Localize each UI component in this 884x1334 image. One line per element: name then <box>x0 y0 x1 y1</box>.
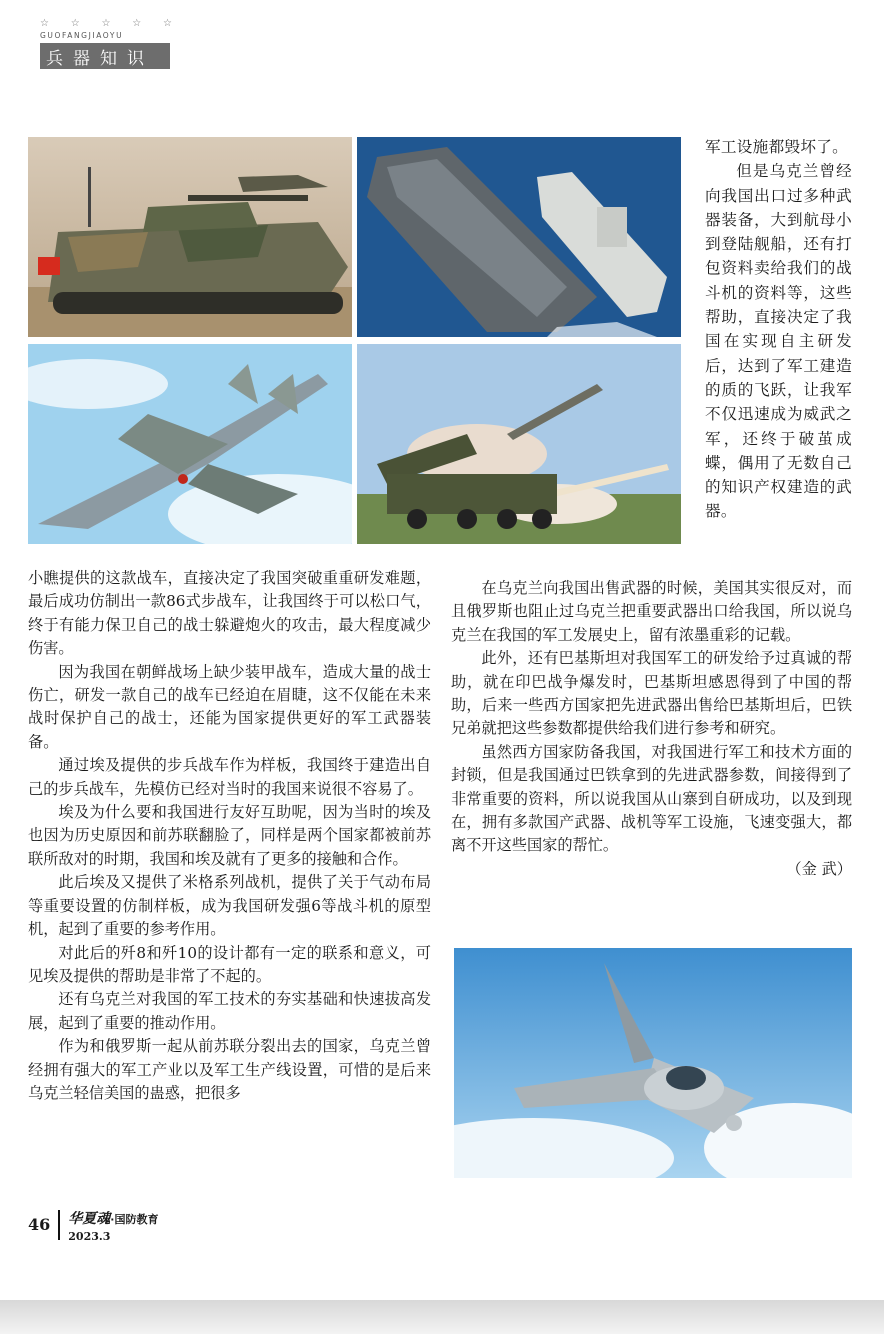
magazine-column: ·国防教育 <box>110 1213 159 1226</box>
paragraph: 埃及为什么要和我国进行友好互助呢，因为当时的埃及也因为历史原因和前苏联翻脸了，同样是两个国家都被前苏联所敌对的时期，我国和埃及就有了更多的接触和合作。 <box>28 803 431 868</box>
right-column <box>451 577 852 881</box>
star-icon: ☆ <box>163 18 172 29</box>
footer-divider <box>58 1210 60 1240</box>
right-top-column <box>705 135 852 524</box>
issue-date: 2023.3 <box>68 1230 111 1243</box>
ifv-photo <box>28 137 352 337</box>
j10-fighter-photo <box>454 948 852 1178</box>
mig-fighter-photo <box>28 344 352 544</box>
paragraph: 在乌克兰向我国出售武器的时候，美国其实很反对，而且俄罗斯也阻止过乌克兰把重要武器出口给我国，所以说乌克兰在我国的军工发展史上，留有浓墨重彩的记载。 <box>451 579 852 644</box>
paragraph: 小瞧提供的这款战车，直接决定了我国突破重重研发难题，最后成功仿制出一款86式步战车，让我国终于可以松口气，终于有能力保卫自己的战士躲避炮火的攻击，最大程度减少伤害。 <box>28 569 431 658</box>
paragraph: 此外，还有巴基斯坦对我国军工的研发给予过真诚的帮助，就在印巴战争爆发时，巴基斯坦感恩得到了中国的帮助，后来一些西方国家把先进武器出售给巴基斯坦后，巴铁兄弟就把这些参数都提供给我们进行参考和研究。 <box>451 649 852 738</box>
carrier-photo <box>357 137 681 337</box>
paragraph: 因为我国在朝鲜战场上缺少装甲战车，造成大量的战士伤亡，研发一款自己的战车已经迫在眉睫，这不仅能在未来战时保护自己的战士，还能为国家提供更好的军工武器装备。 <box>28 662 431 751</box>
author-byline: （金 武） <box>786 859 852 878</box>
paragraph: 虽然西方国家防备我国，对我国进行军工和技术方面的封锁，但是我国通过巴铁拿到的先进武器参数，间接得到了非常重要的资料，所以说我国从山寨到自研成功，以及到现在，拥有多款国产武器、战机等军工设施，飞速变强大，都离不开这些国家的帮忙。 <box>451 742 852 855</box>
section-header <box>40 18 180 69</box>
star-icon: ☆ <box>101 18 111 29</box>
star-icon: ☆ <box>70 18 80 29</box>
rocket-launcher-photo <box>357 344 681 544</box>
paragraph: 作为和俄罗斯一起从前苏联分裂出去的国家，乌克兰曾经拥有强大的军工产业以及军工生产线设置，可惜的是后来乌克兰轻信美国的蛊惑，把很多 <box>28 1037 431 1102</box>
paragraph: 军工设施都毁坏了。 <box>705 138 849 156</box>
star-row <box>40 18 172 29</box>
paragraph: 还有乌克兰对我国的军工技术的夯实基础和快速拔高发展，起到了重要的推动作用。 <box>28 990 431 1032</box>
page-footer <box>28 1208 158 1243</box>
star-icon: ☆ <box>40 18 49 29</box>
paragraph: 对此后的歼8和歼10的设计都有一定的联系和意义，可见埃及提供的帮助是非常了不起的。 <box>28 943 431 985</box>
section-pinyin: GUOFANGJIAOYU <box>40 31 124 40</box>
paragraph: 通过埃及提供的步兵战车作为样板，我国终于建造出自己的步兵战车，先模仿已经对当时的我国来说很不容易了。 <box>28 756 431 798</box>
star-icon: ☆ <box>132 18 142 29</box>
magazine-brand: 华夏魂 <box>68 1211 111 1227</box>
paragraph: 此后埃及又提供了米格系列战机，提供了关于气动布局等重要设置的仿制样板，成为我国研发强6等战斗机的原型机，起到了重要的参考作用。 <box>28 873 431 939</box>
page-number: 46 <box>28 1215 51 1234</box>
paragraph: 但是乌克兰曾经向我国出口过多种武器装备，大到航母小到登陆舰船，还有打包资料卖给我们的战斗机的资料等，这些帮助，直接决定了我国在实现自主研发后，达到了军工建造的质的飞跃，让我军不仅迅速成为威武之军，还终于破茧成蝶，偶用了无数自己的知识产权建造的武器。 <box>705 162 852 521</box>
page-edge <box>0 1300 884 1334</box>
section-title: 兵器知识 <box>40 43 170 69</box>
magazine-info <box>68 1208 158 1243</box>
left-column <box>28 567 431 1105</box>
